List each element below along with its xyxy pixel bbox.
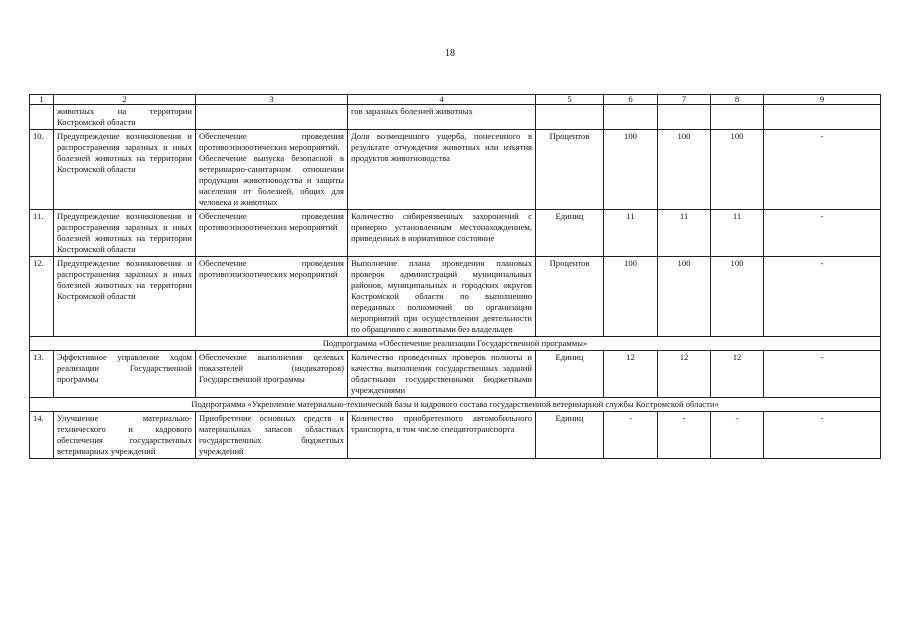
indicator-cell: Выполнение плана проведения плановых проверок администраций муниципальных районов, муниципальных и городских округов Костромской области по выполнению переданных полномочий по организации мероприятий при осуществлении деятельности по обращению с животными без владельцев (348, 257, 536, 337)
column-header: 3 (196, 95, 348, 105)
activity-cell: Обеспечение проведения противоэпизоотических мероприятий (196, 257, 348, 337)
value-cell: 11 (604, 210, 658, 257)
column-header: 9 (764, 95, 881, 105)
table-row (30, 412, 881, 459)
continuation-indicator: гов заразных болезней животных (348, 105, 536, 130)
value-cell: - (764, 257, 881, 337)
task-cell: Предупреждение возникновения и распространения заразных и иных болезней животных на территории Костромской области (54, 130, 196, 210)
value-cell: 12 (658, 351, 711, 398)
value-cell: 100 (711, 257, 764, 337)
column-header: 2 (54, 95, 196, 105)
activity-cell (196, 130, 348, 210)
column-header: 5 (536, 95, 604, 105)
page-number: 18 (445, 48, 455, 59)
row-number: 10. (30, 130, 54, 210)
continuation-row (30, 105, 881, 130)
indicator-cell: Доля возмещенного ущерба, понесенного в результате отчуждения животных или изъятия продуктов животноводства (348, 130, 536, 210)
unit-cell: Процентов (536, 257, 604, 337)
activity-cell: Обеспечение проведения противоэпизоотических мероприятий (196, 210, 348, 257)
indicator-cell: Количество приобретенного автомобильного транспорта, в том числе спецавтотранспорта (348, 412, 536, 459)
value-cell: 11 (711, 210, 764, 257)
unit-cell: Процентов (536, 130, 604, 210)
row-number: 14. (30, 412, 54, 459)
value-cell: - (764, 130, 881, 210)
unit-cell: Единиц (536, 412, 604, 459)
task-cell: Эффективное управление ходом реализации Государственной программы (54, 351, 196, 398)
value-cell: - (604, 412, 658, 459)
indicator-cell: Количество сибиреязвенных захоронений с примерно установленным местонахождением, приведенных в нормативное состояние (348, 210, 536, 257)
value-cell: 12 (711, 351, 764, 398)
task-cell: Предупреждение возникновения и распространения заразных и иных болезней животных на территории Костромской области (54, 257, 196, 337)
activity-cell: Обеспечение выполнения целевых показателей (индикаторов) Государственной программы (196, 351, 348, 398)
activity-cell: Приобретение основных средств и материальных запасов областных государственных бюджетных учреждений (196, 412, 348, 459)
indicators-table (29, 94, 881, 459)
unit-cell: Единиц (536, 351, 604, 398)
column-number-row (30, 95, 881, 105)
task-cell: Улучшение материально-технического и кадрового обеспечения государственных ветеринарных учреждений (54, 412, 196, 459)
continuation-task: животных на территории Костромской области (54, 105, 196, 130)
table-row (30, 210, 881, 257)
row-number: 11. (30, 210, 54, 257)
subprogram-row (30, 398, 881, 412)
column-header: 6 (604, 95, 658, 105)
value-cell: 100 (658, 130, 711, 210)
table-row (30, 130, 881, 210)
value-cell: 100 (711, 130, 764, 210)
row-number: 13. (30, 351, 54, 398)
subprogram-title: Подпрограмма «Обеспечение реализации Государственной программы» (30, 337, 881, 351)
column-header: 7 (658, 95, 711, 105)
subprogram-title: Подпрограмма «Укрепление материально-технической базы и кадрового состава государственной ветеринарной службы Костромской области» (30, 398, 881, 412)
column-header: 8 (711, 95, 764, 105)
value-cell: 100 (604, 130, 658, 210)
value-cell: - (764, 351, 881, 398)
value-cell: - (711, 412, 764, 459)
value-cell: - (658, 412, 711, 459)
row-number: 12. (30, 257, 54, 337)
subprogram-row (30, 337, 881, 351)
column-header: 1 (30, 95, 54, 105)
value-cell: - (764, 412, 881, 459)
indicator-cell: Количество проведенных проверок полноты и качества выполнения государственных заданий областными государственными бюджетными учреждениями (348, 351, 536, 398)
table-row (30, 351, 881, 398)
column-header: 4 (348, 95, 536, 105)
task-cell: Предупреждение возникновения и распространения заразных и иных болезней животных на территории Костромской области (54, 210, 196, 257)
value-cell: 12 (604, 351, 658, 398)
value-cell: 100 (604, 257, 658, 337)
value-cell: - (764, 210, 881, 257)
activity-text: Обеспечение выпуска безопасной в ветеринарно-санитарном отношении продукции животноводства и защиты населения от болезней, общих для человека и животных (199, 153, 344, 207)
value-cell: 11 (658, 210, 711, 257)
activity-text: Обеспечение проведения противоэпизоотических мероприятий. (199, 131, 344, 152)
unit-cell: Единиц (536, 210, 604, 257)
value-cell: 100 (658, 257, 711, 337)
table-row (30, 257, 881, 337)
